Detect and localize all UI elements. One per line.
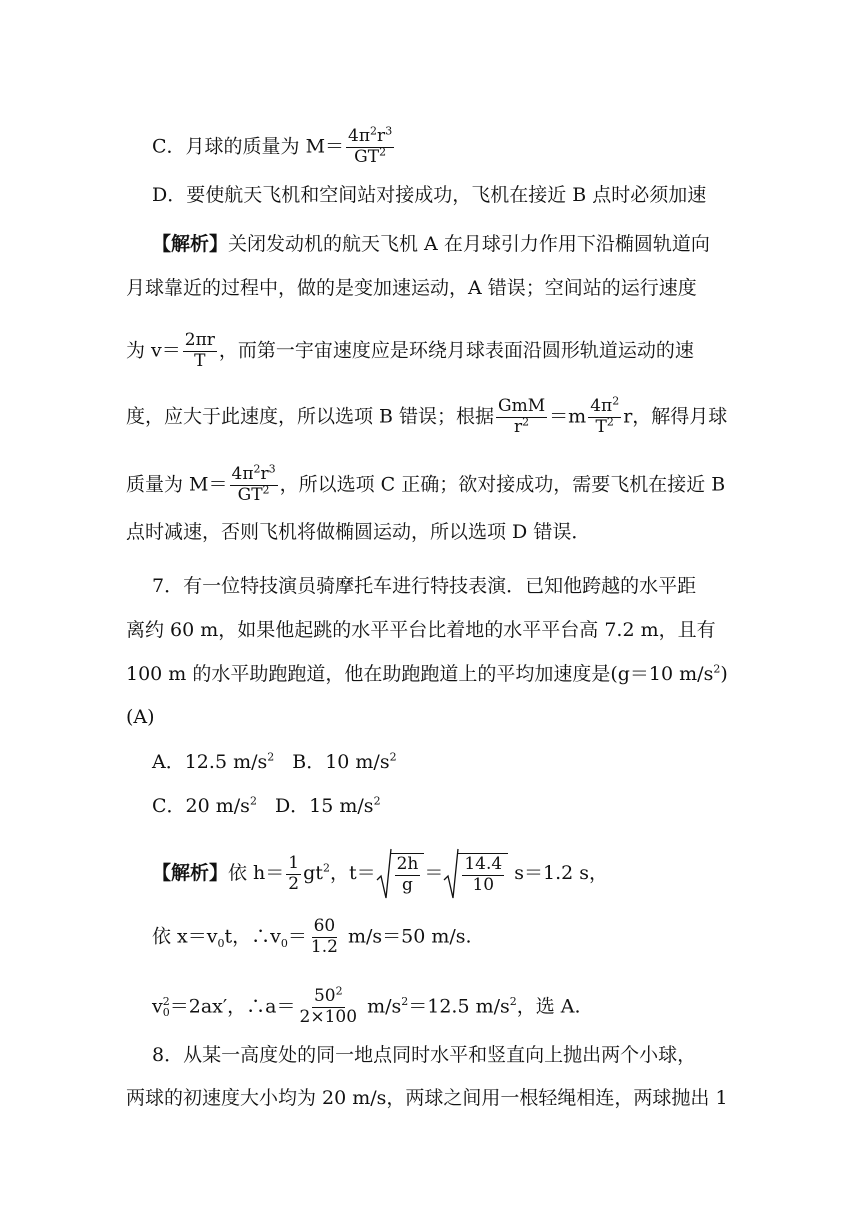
q7-options-cd: C．20 $m/s^2$ D．15 $m/s^2$ (152, 794, 381, 817)
q7-line-2: 离约 60 m，如果他起跳的水平平台比着地的水平平台高 7.2 m，且有 (126, 619, 716, 641)
q8-line-1: 8．从某一高度处的同一地点同时水平和竖直向上抛出两个小球， (152, 1044, 697, 1066)
q8-line-2: 两球的初速度大小均为 20 m/s，两球之间用一根轻绳相连，两球抛出 1 (126, 1087, 728, 1109)
q7-answer: (A) (126, 706, 155, 728)
analysis-line-6: 点时减速，否则飞机将做椭圆运动，所以选项 D 错误． (126, 521, 591, 543)
sqrt-14-4-10: $\frac{14.4}{10}$ (443, 848, 508, 900)
sqrt-2h-g: $\frac{2h}{g}$ (376, 848, 425, 900)
analysis-line-3: 为 v＝ $\frac{2\pi r}{T}$ ，而第一宇宙速度应是环绕月球表面沿圆形轨道运动的速 (126, 330, 694, 371)
solution-line-1: 【解析】依 h＝ $\frac{1}{2}$ $gt^2$，t＝ $\frac{2h}{g}$ ＝ $\frac{14.4}{10}$ s＝1.2 s， (152, 848, 608, 900)
q7-line-1: 7．有一位特技演员骑摩托车进行特技表演．已知他跨越的水平距 (152, 575, 697, 597)
fraction-mass-2: $\frac{4\pi^2r^3}{GT^2}$ (231, 462, 276, 505)
solution-line-3: v 2 0 ＝2ax′，∴a＝ $\frac{50^2}{2\times 100}$ $m/s^2=12.5$ $m/s^2$，选 A. (152, 984, 581, 1027)
fraction-mass: $\frac{4\pi^2r^3}{GT^2}$ (348, 124, 393, 167)
solution-tag: 【解析】 (152, 862, 229, 884)
solution-line-2: 依 $x=v_0t$，$\therefore v_0=$ $\frac{60}{1.2}$ m/s＝50 m/s. (152, 916, 472, 957)
analysis-line-5: 质量为 M＝ $\frac{4\pi^2r^3}{GT^2}$ ，所以选项 C 正确；欲对接成功，需要飞机在接近 B (126, 462, 726, 505)
q7-options-ab: A．12.5 $m/s^2$ B．10 $m/s^2$ (152, 750, 397, 773)
fraction-50sq: $\frac{50^2}{2\times 100}$ (299, 984, 358, 1027)
analysis-line-1: 【解析】关闭发动机的航天飞机 A 在月球引力作用下沿椭圆轨道向 (152, 233, 710, 255)
q7-line-3: 100 m 的水平助跑跑道，他在助跑跑道上的平均加速度是(g＝10 $m/s^2$) (126, 662, 728, 685)
analysis-tag: 【解析】 (152, 233, 229, 255)
fraction-60-1-2: $\frac{60}{1.2}$ (310, 916, 338, 957)
analysis-line-2: 月球靠近的过程中，做的是变加速运动，A 错误；空间站的运行速度 (126, 277, 697, 299)
option-d: D．要使航天飞机和空间站对接成功，飞机在接近 B 点时必须加速 (152, 184, 707, 206)
fraction-half: $\frac{1}{2}$ (288, 852, 300, 894)
analysis-line-4: 度，应大于此速度，所以选项 B 错误；根据 $\frac{\text{GmM}}{r^2}$ ＝m $\frac{4\pi^2}{T^2}$ r，解得月球 (126, 394, 728, 437)
option-c: C．月球的质量为 M＝ $\frac{4\pi^2r^3}{GT^2}$ (152, 124, 393, 167)
fraction-centripetal: $\frac{4\pi^2}{T^2}$ (590, 394, 620, 437)
fraction-velocity: $\frac{2\pi r}{T}$ (184, 330, 215, 371)
fraction-gravity: $\frac{\text{GmM}}{r^2}$ (498, 396, 546, 437)
